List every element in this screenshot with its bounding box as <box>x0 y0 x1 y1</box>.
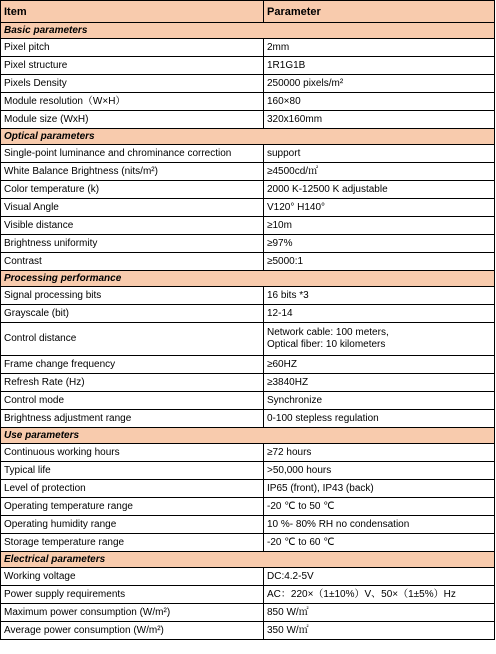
value-cell: 12-14 <box>264 305 495 323</box>
item-cell: Visible distance <box>1 217 264 235</box>
table-row <box>1 93 495 111</box>
table-row <box>1 323 495 356</box>
table-row <box>1 604 495 622</box>
value-cell: ≥72 hours <box>264 444 495 462</box>
item-cell: Continuous working hours <box>1 444 264 462</box>
section-title: Optical parameters <box>1 129 495 145</box>
section-title: Use parameters <box>1 428 495 444</box>
value-cell: 320x160mm <box>264 111 495 129</box>
header-row <box>1 1 495 23</box>
item-cell: Working voltage <box>1 568 264 586</box>
item-cell: Level of protection <box>1 480 264 498</box>
table-row <box>1 444 495 462</box>
item-cell: Control mode <box>1 392 264 410</box>
table-row <box>1 75 495 93</box>
item-cell: Visual Angle <box>1 199 264 217</box>
value-cell: support <box>264 145 495 163</box>
header-parameter: Parameter <box>264 1 495 23</box>
table-row <box>1 498 495 516</box>
table-row <box>1 163 495 181</box>
table-row <box>1 356 495 374</box>
value-cell: ≥97% <box>264 235 495 253</box>
item-cell: Maximum power consumption (W/m²) <box>1 604 264 622</box>
item-cell: Grayscale (bit) <box>1 305 264 323</box>
value-cell: -20 ℃ to 60 ℃ <box>264 534 495 552</box>
table-row <box>1 305 495 323</box>
table-row <box>1 392 495 410</box>
table-row <box>1 568 495 586</box>
table-row <box>1 410 495 428</box>
value-cell: ≥4500cd/㎡ <box>264 163 495 181</box>
value-cell: 0-100 stepless regulation <box>264 410 495 428</box>
table-row <box>1 534 495 552</box>
value-cell: 10 %- 80% RH no condensation <box>264 516 495 534</box>
value-cell: DC:4.2-5V <box>264 568 495 586</box>
item-cell: Module resolution（W×H） <box>1 93 264 111</box>
table-row <box>1 586 495 604</box>
table-row <box>1 622 495 640</box>
table-row <box>1 516 495 534</box>
item-cell: Refresh Rate (Hz) <box>1 374 264 392</box>
item-cell: White Balance Brightness (nits/m²) <box>1 163 264 181</box>
section-title: Electrical parameters <box>1 552 495 568</box>
value-cell: ≥5000:1 <box>264 253 495 271</box>
table-row <box>1 217 495 235</box>
item-cell: Average power consumption (W/m²) <box>1 622 264 640</box>
item-cell: Operating temperature range <box>1 498 264 516</box>
value-cell: ≥3840HZ <box>264 374 495 392</box>
value-cell: 160×80 <box>264 93 495 111</box>
item-cell: Typical life <box>1 462 264 480</box>
value-cell: ≥60HZ <box>264 356 495 374</box>
item-cell: Brightness uniformity <box>1 235 264 253</box>
section-row <box>1 129 495 145</box>
section-row <box>1 271 495 287</box>
value-cell: 16 bits *3 <box>264 287 495 305</box>
section-row <box>1 552 495 568</box>
value-cell: 1R1G1B <box>264 57 495 75</box>
item-cell: Frame change frequency <box>1 356 264 374</box>
table-row <box>1 145 495 163</box>
header-item: Item <box>1 1 264 23</box>
spec-body <box>1 23 495 640</box>
item-cell: Color temperature (k) <box>1 181 264 199</box>
table-row <box>1 374 495 392</box>
item-cell: Single-point luminance and chrominance correction <box>1 145 264 163</box>
item-cell: Pixels Density <box>1 75 264 93</box>
section-title: Basic parameters <box>1 23 495 39</box>
value-cell: 250000 pixels/m² <box>264 75 495 93</box>
item-cell: Operating humidity range <box>1 516 264 534</box>
value-cell: >50,000 hours <box>264 462 495 480</box>
section-row <box>1 428 495 444</box>
table-row <box>1 253 495 271</box>
item-cell: Brightness adjustment range <box>1 410 264 428</box>
item-cell: Signal processing bits <box>1 287 264 305</box>
value-cell: 350 W/㎡ <box>264 622 495 640</box>
value-cell: -20 ℃ to 50 ℃ <box>264 498 495 516</box>
section-row <box>1 23 495 39</box>
value-cell: Synchronize <box>264 392 495 410</box>
table-row <box>1 287 495 305</box>
table-row <box>1 480 495 498</box>
item-cell: Pixel pitch <box>1 39 264 57</box>
value-cell: 2000 K-12500 K adjustable <box>264 181 495 199</box>
item-cell: Storage temperature range <box>1 534 264 552</box>
item-cell: Power supply requirements <box>1 586 264 604</box>
table-row <box>1 57 495 75</box>
table-row <box>1 199 495 217</box>
value-cell <box>264 323 495 356</box>
value-line: Network cable: 100 meters, <box>267 327 389 338</box>
value-cell: AC：220×（1±10%）V、50×（1±5%）Hz <box>264 586 495 604</box>
item-cell: Module size (WxH) <box>1 111 264 129</box>
table-row <box>1 235 495 253</box>
value-cell: IP65 (front), IP43 (back) <box>264 480 495 498</box>
item-cell: Pixel structure <box>1 57 264 75</box>
value-cell: 850 W/㎡ <box>264 604 495 622</box>
value-cell: V120° H140° <box>264 199 495 217</box>
value-line: Optical fiber: 10 kilometers <box>267 339 386 350</box>
item-cell: Contrast <box>1 253 264 271</box>
table-row <box>1 39 495 57</box>
table-row <box>1 111 495 129</box>
table-row <box>1 462 495 480</box>
value-cell: ≥10m <box>264 217 495 235</box>
table-row <box>1 181 495 199</box>
value-cell: 2mm <box>264 39 495 57</box>
section-title: Processing performance <box>1 271 495 287</box>
item-cell: Control distance <box>1 323 264 356</box>
